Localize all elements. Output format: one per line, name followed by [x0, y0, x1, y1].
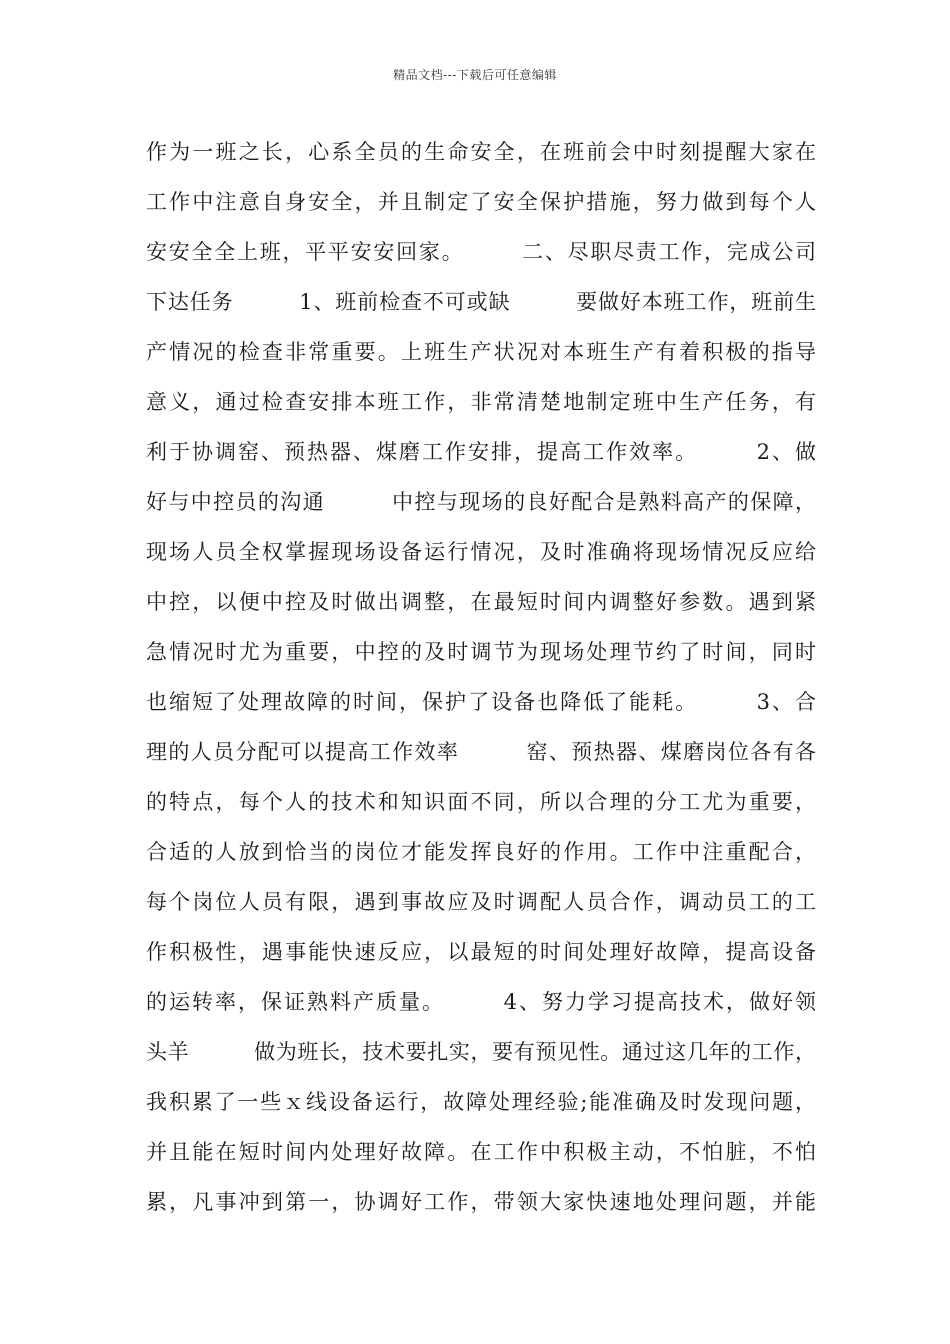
text-line: 合适的人放到恰当的岗位才能发挥良好的作用。工作中注重配合， [146, 840, 816, 864]
text-line: 作为一班之长，心系全员的生命安全，在班前会中时刻提醒大家在 [146, 140, 816, 164]
text-line: 意义，通过检查安排本班工作，非常清楚地制定班中生产任务，有 [146, 390, 816, 414]
text-line: 头羊 做为班长，技术要扎实，要有预见性。通过这几年的工作， [146, 1040, 816, 1064]
text-line: 并且能在短时间内处理好故障。在工作中积极主动，不怕脏，不怕 [146, 1140, 816, 1164]
text-line: 好与中控员的沟通 中控与现场的良好配合是熟料高产的保障， [146, 490, 816, 514]
text-line: 的运转率，保证熟料产质量。 4、努力学习提高技术，做好领 [146, 990, 816, 1014]
text-line: 每个岗位人员有限，遇到事故应及时调配人员合作，调动员工的工 [146, 890, 816, 914]
text-line: 现场人员全权掌握现场设备运行情况，及时准确将现场情况反应给 [146, 540, 816, 564]
text-line: 我积累了一些ｘ线设备运行，故障处理经验;能准确及时发现问题， [146, 1090, 816, 1114]
text-line: 作积极性，遇事能快速反应，以最短的时间处理好故障，提高设备 [146, 940, 816, 964]
body-text [146, 132, 816, 1232]
text-line: 的特点，每个人的技术和知识面不同，所以合理的分工尤为重要， [146, 790, 816, 814]
text-line: 利于协调窑、预热器、煤磨工作安排，提高工作效率。 2、做 [146, 440, 816, 464]
text-line: 产情况的检查非常重要。上班生产状况对本班生产有着积极的指导 [146, 340, 816, 364]
text-line: 累，凡事冲到第一，协调好工作，带领大家快速地处理问题，并能 [146, 1190, 816, 1214]
text-line: 中控，以便中控及时做出调整，在最短时间内调整好参数。遇到紧 [146, 590, 816, 614]
text-line: 下达任务 1、班前检查不可或缺 要做好本班工作，班前生 [146, 290, 816, 314]
text-line: 也缩短了处理故障的时间，保护了设备也降低了能耗。 3、合 [146, 690, 816, 714]
text-line: 急情况时尤为重要，中控的及时调节为现场处理节约了时间，同时 [146, 640, 816, 664]
page-header: 精品文档---下载后可任意编辑 [393, 68, 557, 82]
text-line: 工作中注意自身安全，并且制定了安全保护措施，努力做到每个人 [146, 190, 816, 214]
text-line: 理的人员分配可以提高工作效率 窑、预热器、煤磨岗位各有各 [146, 740, 816, 764]
text-line: 安安全全上班，平平安安回家。 二、尽职尽责工作，完成公司 [146, 240, 816, 264]
